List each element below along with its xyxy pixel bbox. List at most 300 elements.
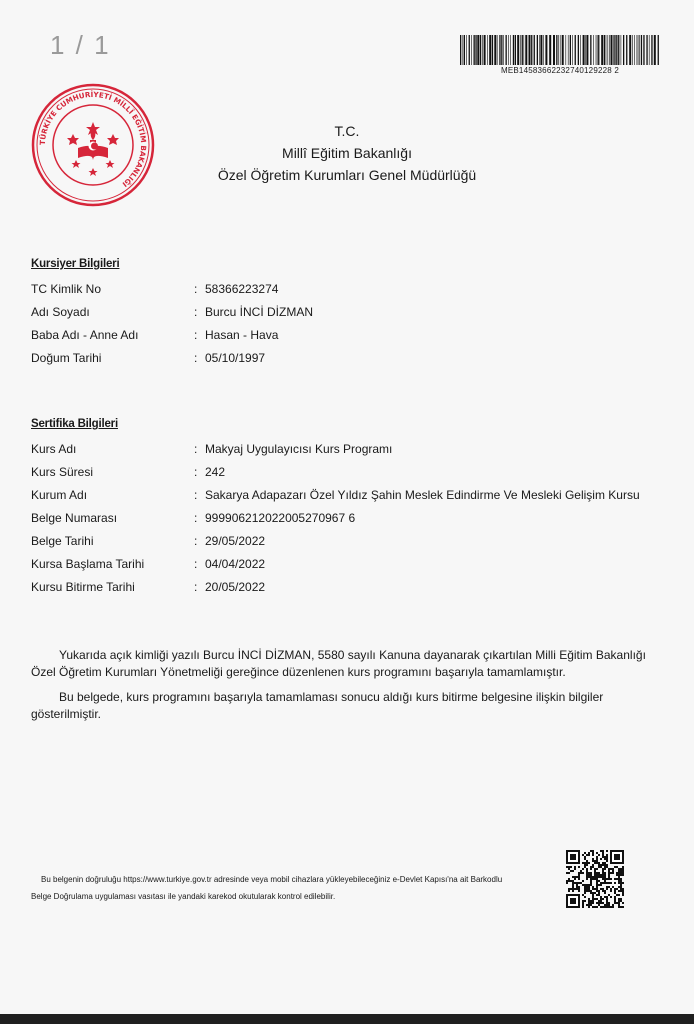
qr-module xyxy=(598,904,600,906)
qr-module xyxy=(584,864,586,866)
qr-module xyxy=(610,890,612,892)
barcode-bar xyxy=(598,35,599,65)
barcode-bar xyxy=(506,35,507,65)
barcode-bar xyxy=(464,35,465,65)
qr-module xyxy=(606,882,608,884)
barcode-bar xyxy=(638,35,639,65)
qr-module xyxy=(592,902,594,904)
barcode-bar xyxy=(537,35,538,65)
qr-module xyxy=(592,886,594,888)
row-label: Belge Tarihi xyxy=(31,534,94,548)
barcode-bar xyxy=(590,35,591,65)
qr-module xyxy=(574,876,576,878)
qr-module xyxy=(588,906,590,908)
qr-module xyxy=(620,880,622,882)
qr-module xyxy=(606,856,608,858)
qr-module xyxy=(614,892,616,894)
barcode-bar xyxy=(604,35,605,65)
qr-module xyxy=(582,868,584,870)
qr-module xyxy=(616,878,618,880)
qr-module xyxy=(598,864,600,866)
qr-module xyxy=(622,866,624,868)
qr-module xyxy=(618,886,620,888)
qr-module xyxy=(602,868,604,870)
qr-module xyxy=(598,876,600,878)
qr-module xyxy=(568,888,570,890)
barcode-bar xyxy=(545,35,547,65)
qr-module xyxy=(596,876,598,878)
qr-module xyxy=(594,870,596,872)
qr-module xyxy=(568,878,570,880)
qr-module xyxy=(610,906,612,908)
qr-module xyxy=(622,888,624,890)
qr-module xyxy=(588,904,590,906)
qr-module xyxy=(578,876,580,878)
qr-module xyxy=(604,858,606,860)
qr-module xyxy=(572,880,574,882)
qr-module xyxy=(602,852,604,854)
qr-module xyxy=(606,896,608,898)
qr-module xyxy=(606,858,608,860)
qr-module xyxy=(594,872,596,874)
qr-module xyxy=(600,896,602,898)
barcode-bar xyxy=(646,35,647,65)
qr-module xyxy=(586,886,588,888)
qr-module xyxy=(582,872,584,874)
qr-module xyxy=(622,874,624,876)
qr-module xyxy=(614,878,616,880)
qr-module xyxy=(592,894,594,896)
qr-module xyxy=(566,872,568,874)
qr-module xyxy=(608,878,610,880)
qr-module xyxy=(612,904,614,906)
barcode-bar xyxy=(553,35,555,65)
barcode-bar xyxy=(616,35,617,65)
qr-module xyxy=(578,882,580,884)
row-colon: : xyxy=(194,305,198,319)
barcode xyxy=(460,35,660,75)
barcode-bar xyxy=(585,35,586,65)
trainee-row-birthdate xyxy=(31,351,671,367)
qr-module xyxy=(574,878,576,880)
qr-module xyxy=(578,866,580,868)
qr-module xyxy=(566,880,568,882)
barcode-bar xyxy=(632,35,633,65)
qr-module xyxy=(584,892,586,894)
qr-module xyxy=(592,852,594,854)
qr-module xyxy=(584,900,586,902)
qr-module xyxy=(616,888,618,890)
qr-module xyxy=(584,896,586,898)
qr-module xyxy=(588,886,590,888)
qr-module xyxy=(596,886,598,888)
qr-module xyxy=(620,890,622,892)
qr-module xyxy=(590,904,592,906)
barcode-bar xyxy=(614,35,615,65)
qr-module xyxy=(590,882,592,884)
cert-row-duration xyxy=(31,465,671,481)
qr-module xyxy=(590,876,592,878)
qr-module xyxy=(614,896,616,898)
qr-module xyxy=(614,898,616,900)
qr-module xyxy=(580,872,582,874)
qr-module xyxy=(596,894,598,896)
qr-module xyxy=(586,904,588,906)
qr-module xyxy=(572,886,574,888)
qr-module xyxy=(610,872,612,874)
qr-module xyxy=(608,870,610,872)
qr-module xyxy=(582,854,584,856)
qr-module xyxy=(618,894,620,896)
qr-code[interactable] xyxy=(566,850,624,908)
barcode-bar xyxy=(529,35,531,65)
qr-module xyxy=(596,868,598,870)
qr-module xyxy=(606,902,608,904)
qr-module xyxy=(572,870,574,872)
qr-module xyxy=(600,902,602,904)
qr-module xyxy=(618,874,620,876)
barcode-bar xyxy=(460,35,461,65)
qr-module xyxy=(592,864,594,866)
qr-module xyxy=(586,854,588,856)
qr-module xyxy=(598,854,600,856)
qr-module xyxy=(586,872,588,874)
qr-module xyxy=(608,894,610,896)
row-label: TC Kimlik No xyxy=(31,282,102,296)
barcode-bar xyxy=(477,35,479,65)
qr-module xyxy=(622,906,624,908)
qr-module xyxy=(588,884,590,886)
qr-module xyxy=(606,904,608,906)
qr-module xyxy=(614,902,616,904)
qr-module xyxy=(600,884,602,886)
qr-module xyxy=(604,862,606,864)
qr-module xyxy=(576,886,578,888)
qr-module xyxy=(608,902,610,904)
bottom-bar xyxy=(0,1014,694,1024)
qr-module xyxy=(608,872,610,874)
qr-module xyxy=(620,900,622,902)
qr-module xyxy=(588,874,590,876)
qr-module xyxy=(582,884,584,886)
row-label: Baba Adı - Anne Adı xyxy=(31,328,139,342)
qr-module xyxy=(592,878,594,880)
qr-module xyxy=(576,888,578,890)
cert-row-start-date xyxy=(31,557,671,573)
qr-module xyxy=(598,866,600,868)
row-label: Belge Numarası xyxy=(31,511,118,525)
qr-module xyxy=(578,890,580,892)
row-value: Burcu İNCİ DİZMAN xyxy=(205,305,314,319)
row-colon: : xyxy=(194,351,198,365)
seal-ring-text: TÜRKİYE CUMHURİYETİ MİLLÎ EĞİTİM BAKANLIĞI xyxy=(37,89,149,189)
qr-module xyxy=(596,888,598,890)
qr-module xyxy=(614,882,616,884)
barcode-bar xyxy=(499,35,500,65)
qr-module xyxy=(608,876,610,878)
barcode-bar xyxy=(611,35,613,65)
qr-module xyxy=(592,854,594,856)
barcode-bar xyxy=(543,35,544,65)
row-colon: : xyxy=(194,557,198,571)
barcode-bar xyxy=(570,35,571,65)
qr-module xyxy=(588,890,590,892)
qr-module xyxy=(616,894,618,896)
qr-module xyxy=(590,866,592,868)
qr-module xyxy=(606,900,608,902)
row-value: 05/10/1997 xyxy=(205,351,266,365)
qr-module xyxy=(590,878,592,880)
qr-module xyxy=(610,882,612,884)
qr-module xyxy=(608,904,610,906)
qr-module xyxy=(620,886,622,888)
qr-module xyxy=(586,864,588,866)
qr-module xyxy=(610,896,612,898)
qr-module xyxy=(600,850,602,852)
cert-row-doc-number xyxy=(31,511,671,527)
qr-module xyxy=(592,866,594,868)
qr-module xyxy=(586,884,588,886)
qr-module xyxy=(604,880,606,882)
qr-module xyxy=(618,904,620,906)
qr-module xyxy=(586,888,588,890)
qr-module xyxy=(582,862,584,864)
row-colon: : xyxy=(194,511,198,525)
qr-module xyxy=(602,864,604,866)
qr-module xyxy=(602,876,604,878)
qr-module xyxy=(618,902,620,904)
qr-module xyxy=(572,884,574,886)
qr-module xyxy=(594,898,596,900)
qr-module xyxy=(608,874,610,876)
barcode-bar xyxy=(558,35,559,65)
barcode-graphic xyxy=(460,35,660,65)
qr-module xyxy=(592,850,594,852)
qr-module xyxy=(582,906,584,908)
qr-module xyxy=(602,878,604,880)
qr-module xyxy=(572,882,574,884)
qr-module xyxy=(620,870,622,872)
issuer-header xyxy=(0,120,694,186)
barcode-bar xyxy=(466,35,467,65)
barcode-bar xyxy=(618,35,619,65)
qr-module xyxy=(620,874,622,876)
barcode-bar xyxy=(629,35,631,65)
qr-module xyxy=(568,880,570,882)
qr-module xyxy=(618,900,620,902)
qr-module xyxy=(618,878,620,880)
qr-module xyxy=(618,876,620,878)
qr-module xyxy=(578,872,580,874)
qr-module xyxy=(566,866,568,868)
row-colon: : xyxy=(194,465,198,479)
qr-module xyxy=(590,880,592,882)
header-tc: T.C. xyxy=(334,123,360,139)
qr-module xyxy=(588,888,590,890)
qr-module xyxy=(606,886,608,888)
qr-module xyxy=(596,902,598,904)
qr-module xyxy=(598,894,600,896)
qr-module xyxy=(600,874,602,876)
qr-module xyxy=(622,892,624,894)
qr-module xyxy=(602,902,604,904)
qr-module xyxy=(596,882,598,884)
qr-module xyxy=(620,872,622,874)
row-value: 58366223274 xyxy=(205,282,279,296)
qr-module xyxy=(622,902,624,904)
qr-module xyxy=(570,880,572,882)
qr-module xyxy=(592,876,594,878)
qr-module xyxy=(610,868,612,870)
qr-module xyxy=(584,856,586,858)
barcode-bar xyxy=(609,35,610,65)
row-colon: : xyxy=(194,328,198,342)
qr-module xyxy=(622,872,624,874)
row-value: Makyaj Uygulayıcısı Kurs Programı xyxy=(205,442,393,456)
qr-module xyxy=(594,892,596,894)
qr-module xyxy=(572,890,574,892)
trainee-row-tc xyxy=(31,282,671,298)
qr-module xyxy=(592,892,594,894)
qr-module xyxy=(590,884,592,886)
qr-module xyxy=(598,890,600,892)
qr-module xyxy=(622,894,624,896)
barcode-bar xyxy=(621,35,622,65)
qr-module xyxy=(598,880,600,882)
barcode-bar xyxy=(510,35,511,65)
qr-module xyxy=(606,866,608,868)
qr-module xyxy=(604,872,606,874)
qr-module xyxy=(592,858,594,860)
qr-module xyxy=(600,888,602,890)
qr-module xyxy=(576,884,578,886)
row-value: 04/04/2022 xyxy=(205,557,266,571)
qr-module xyxy=(620,884,622,886)
qr-module xyxy=(606,906,608,908)
row-colon: : xyxy=(194,442,198,456)
qr-module xyxy=(584,862,586,864)
qr-module xyxy=(622,882,624,884)
qr-module xyxy=(596,884,598,886)
qr-module xyxy=(594,862,596,864)
row-value: Hasan - Hava xyxy=(205,328,279,342)
qr-module xyxy=(608,882,610,884)
qr-module xyxy=(604,892,606,894)
qr-module xyxy=(584,884,586,886)
barcode-bar xyxy=(649,35,650,65)
qr-module xyxy=(616,874,618,876)
qr-module xyxy=(590,900,592,902)
qr-module xyxy=(606,854,608,856)
qr-module xyxy=(586,878,588,880)
qr-module xyxy=(594,888,596,890)
barcode-bar xyxy=(463,35,464,65)
qr-module xyxy=(594,860,596,862)
barcode-bar xyxy=(497,35,498,65)
qr-module xyxy=(596,898,598,900)
qr-module xyxy=(604,866,606,868)
barcode-bar xyxy=(469,35,470,65)
qr-module xyxy=(588,852,590,854)
qr-module xyxy=(608,868,610,870)
qr-module xyxy=(584,866,586,868)
qr-module xyxy=(568,866,570,868)
qr-module xyxy=(602,882,604,884)
qr-module xyxy=(622,868,624,870)
qr-module xyxy=(596,872,598,874)
qr-module xyxy=(616,872,618,874)
barcode-bar xyxy=(474,35,475,65)
barcode-bar xyxy=(634,35,635,65)
barcode-bar xyxy=(562,35,564,65)
qr-module xyxy=(588,872,590,874)
row-label: Kursa Başlama Tarihi xyxy=(31,557,145,571)
qr-module xyxy=(594,876,596,878)
qr-module xyxy=(582,880,584,882)
qr-module xyxy=(596,878,598,880)
qr-module xyxy=(584,858,586,860)
qr-module xyxy=(604,906,606,908)
barcode-bar xyxy=(501,35,502,65)
trainee-row-name xyxy=(31,305,671,321)
qr-module xyxy=(584,886,586,888)
barcode-bar xyxy=(525,35,527,65)
qr-module xyxy=(612,868,614,870)
qr-module xyxy=(588,900,590,902)
row-label: Kursu Bitirme Tarihi xyxy=(31,580,135,594)
qr-module xyxy=(590,902,592,904)
qr-module xyxy=(578,888,580,890)
qr-module xyxy=(586,862,588,864)
qr-module xyxy=(616,866,618,868)
qr-module xyxy=(596,862,598,864)
qr-module xyxy=(574,868,576,870)
barcode-bar xyxy=(608,35,609,65)
qr-module xyxy=(582,902,584,904)
barcode-bar xyxy=(623,35,624,65)
header-directorate: Özel Öğretim Kurumları Genel Müdürlüğü xyxy=(217,167,477,183)
trainee-section-title: Kursiyer Bilgileri xyxy=(31,258,120,270)
qr-module xyxy=(606,898,608,900)
qr-module xyxy=(604,876,606,878)
qr-module xyxy=(606,860,608,862)
qr-module xyxy=(596,856,598,858)
barcode-bar xyxy=(639,35,640,65)
certificate-statement xyxy=(31,647,663,731)
barcode-bar xyxy=(540,35,542,65)
qr-module xyxy=(598,872,600,874)
qr-module xyxy=(618,898,620,900)
qr-module xyxy=(606,864,608,866)
qr-module xyxy=(596,890,598,892)
qr-module xyxy=(592,896,594,898)
cert-row-institution xyxy=(31,488,671,504)
qr-module xyxy=(600,900,602,902)
qr-module xyxy=(600,858,602,860)
qr-module xyxy=(602,906,604,908)
qr-module xyxy=(614,866,616,868)
qr-module xyxy=(612,872,614,874)
qr-module xyxy=(602,854,604,856)
barcode-bar xyxy=(566,35,567,65)
qr-module xyxy=(576,882,578,884)
verification-note: Bu belgenin doğruluğu https://www.turkiye.gov.tr adresinde veya mobil cihazlara yükleyebileceğiniz e-Devlet Kapısı'na ait Barkodlu Belge Doğrulama uygulaması vasıtası ile yandaki karekod okutularak kontrol edilebilir. xyxy=(31,875,503,901)
barcode-bar xyxy=(524,35,525,65)
qr-module xyxy=(572,876,574,878)
qr-module xyxy=(602,874,604,876)
row-colon: : xyxy=(194,534,198,548)
certificate-section-title: Sertifika Bilgileri xyxy=(31,418,118,430)
